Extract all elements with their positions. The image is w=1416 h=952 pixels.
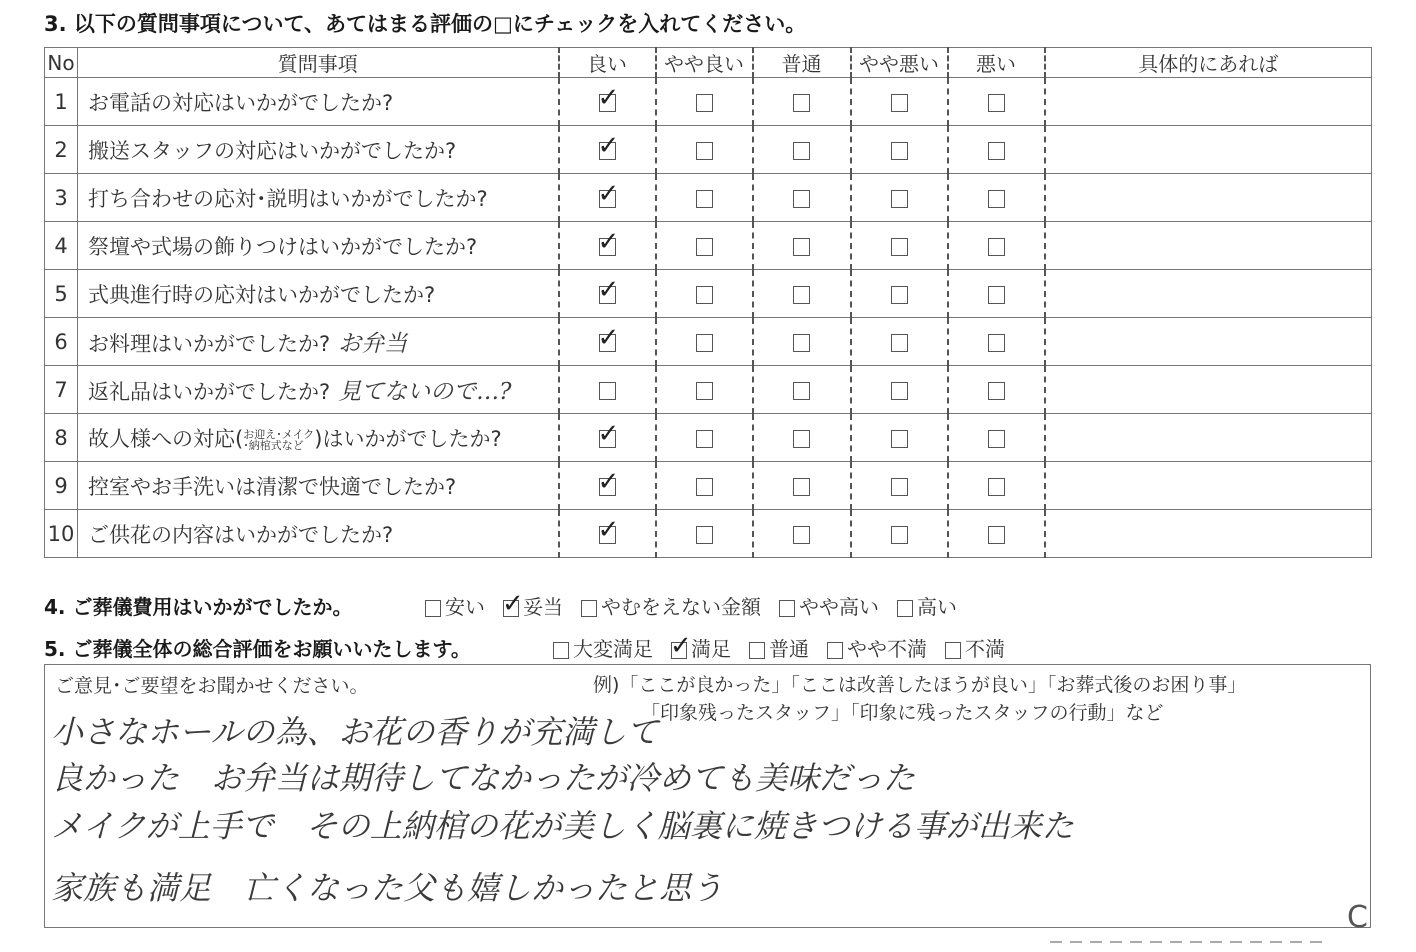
- row-number: 3: [45, 174, 78, 222]
- header-fairly-good: やや良い: [656, 48, 753, 78]
- section4-checkbox[interactable]: [581, 600, 597, 617]
- comment-example-line1: 例)「ここが良かった」「ここは改善したほうが良い」「お葬式後のお困り事」: [593, 674, 1247, 696]
- checkbox-good[interactable]: [597, 82, 620, 113]
- section4-options: [425, 591, 975, 620]
- checkbox-fairly-good[interactable]: [696, 286, 713, 304]
- table-body: [45, 78, 1372, 558]
- row-question: [78, 174, 559, 222]
- rating-cell-bad: [948, 270, 1045, 318]
- rating-cell-fairly-bad: [851, 78, 948, 126]
- rating-cell-average: [753, 222, 851, 270]
- handwritten-note: お弁当: [338, 331, 408, 357]
- table-row: [45, 510, 1372, 558]
- rating-cell-fairly-good: [656, 366, 753, 414]
- checkbox-fairly-good[interactable]: [696, 142, 713, 160]
- check-mark-icon: ✓: [597, 274, 620, 305]
- row-question: [78, 126, 559, 174]
- checkbox-good[interactable]: [597, 466, 620, 497]
- check-mark-icon: ✓: [597, 82, 620, 113]
- section5-checkbox[interactable]: [749, 642, 765, 659]
- checkbox-bad[interactable]: [988, 382, 1005, 400]
- section4-option[interactable]: [503, 591, 563, 620]
- checkbox-fairly-bad[interactable]: [891, 238, 908, 256]
- question-small-note-line2: ･納棺式など: [243, 438, 304, 452]
- rating-cell-average: [753, 174, 851, 222]
- rating-cell-fairly-good: [656, 270, 753, 318]
- checkbox-fairly-bad[interactable]: [891, 94, 908, 112]
- checkbox-fairly-bad[interactable]: [891, 478, 908, 496]
- rating-cell-fairly-bad: [851, 414, 948, 462]
- rating-cell-fairly-bad: [851, 126, 948, 174]
- question-text: 祭壇や式場の飾りつけはいかがでしたか?: [88, 234, 478, 259]
- checkbox-fairly-bad[interactable]: [891, 382, 908, 400]
- rating-cell-fairly-good: [656, 222, 753, 270]
- header-no: No: [45, 48, 78, 78]
- corner-mark: С: [1347, 900, 1368, 935]
- table-row: [45, 174, 1372, 222]
- checkbox-average[interactable]: [793, 238, 810, 256]
- rating-cell-good: [559, 126, 656, 174]
- section5-option-label: 不満: [965, 637, 1005, 661]
- checkbox-fairly-bad[interactable]: [891, 430, 908, 448]
- rating-cell-good: [559, 174, 656, 222]
- rating-cell-good: [559, 510, 656, 558]
- rating-cell-good: [559, 78, 656, 126]
- details-cell[interactable]: [1045, 510, 1372, 558]
- details-cell[interactable]: [1045, 462, 1372, 510]
- section4-option-label: やや高い: [799, 595, 879, 619]
- checkbox-fairly-good[interactable]: [696, 94, 713, 112]
- checkbox-average[interactable]: [793, 142, 810, 160]
- rating-cell-fairly-bad: [851, 222, 948, 270]
- checkbox-bad[interactable]: [988, 238, 1005, 256]
- row-number: 4: [45, 222, 78, 270]
- checkbox-bad[interactable]: [988, 142, 1005, 160]
- rating-cell-good: [559, 462, 656, 510]
- checkbox-fairly-good[interactable]: [696, 382, 713, 400]
- checkbox-fairly-good[interactable]: [696, 334, 713, 352]
- checkbox-good[interactable]: [597, 130, 620, 161]
- header-average: 普通: [753, 48, 851, 78]
- comment-label: ご意見･ご要望をお聞かせください。: [55, 675, 369, 697]
- rating-cell-average: [753, 78, 851, 126]
- table-row: [45, 222, 1372, 270]
- cut-off-line: [1050, 941, 1330, 943]
- table-row: [45, 270, 1372, 318]
- rating-cell-fairly-bad: [851, 174, 948, 222]
- header-question: 質問事項: [78, 48, 559, 78]
- rating-cell-fairly-good: [656, 462, 753, 510]
- rating-cell-fairly-bad: [851, 318, 948, 366]
- check-mark-icon: ✓: [597, 418, 620, 449]
- rating-cell-bad: [948, 414, 1045, 462]
- details-cell[interactable]: [1045, 126, 1372, 174]
- details-cell[interactable]: [1045, 414, 1372, 462]
- checkbox-fairly-good[interactable]: [696, 430, 713, 448]
- section5-checkbox[interactable]: [553, 642, 569, 659]
- table-header-row: [45, 48, 1372, 78]
- rating-cell-average: [753, 366, 851, 414]
- comment-box[interactable]: [44, 664, 1371, 935]
- rating-cell-average: [753, 510, 851, 558]
- details-cell[interactable]: [1045, 222, 1372, 270]
- section4-title: 4. ご葬儀費用はいかがでしたか。: [44, 595, 353, 619]
- rating-cell-fairly-bad: [851, 366, 948, 414]
- rating-cell-good: [559, 222, 656, 270]
- question-text: 故人様への対応(: [88, 426, 244, 451]
- rating-cell-average: [753, 462, 851, 510]
- header-fairly-bad: やや悪い: [851, 48, 948, 78]
- row-question: [78, 270, 559, 318]
- section5-option[interactable]: [671, 633, 731, 662]
- checkbox-bad[interactable]: [988, 190, 1005, 208]
- comment-example-line2: 「印象残ったスタッフ」「印象に残ったスタッフの行動」など: [641, 702, 1164, 724]
- handwritten-note: 見てないので…?: [338, 379, 512, 405]
- question-text: 搬送スタッフの対応はいかがでしたか?: [88, 138, 457, 163]
- section4-option-label: 高い: [917, 595, 957, 619]
- section4-checkbox[interactable]: [897, 600, 913, 617]
- row-question: [78, 78, 559, 126]
- section5-option[interactable]: [945, 633, 1005, 662]
- section4-option[interactable]: [581, 591, 761, 620]
- section5-checkbox[interactable]: [670, 631, 692, 661]
- rating-cell-average: [753, 270, 851, 318]
- rating-cell-good: [559, 414, 656, 462]
- question-text: 式典進行時の応対はいかがでしたか?: [88, 282, 436, 307]
- rating-cell-fairly-good: [656, 414, 753, 462]
- rating-cell-fairly-bad: [851, 270, 948, 318]
- section4-checkbox[interactable]: [502, 589, 524, 619]
- check-mark-icon: ✓: [597, 178, 620, 209]
- handwritten-line-4: 家族も満足 亡くなった父も嬉しかったと思う: [51, 869, 724, 907]
- row-question: [78, 222, 559, 270]
- row-number: 2: [45, 126, 78, 174]
- table-row: [45, 462, 1372, 510]
- handwritten-line-2: 良かった お弁当は期待してなかったが冷めても美味だった: [51, 759, 916, 797]
- section3-title: 3. 以下の質問事項について、あてはまる評価の□にチェックを入れてください。: [44, 12, 807, 36]
- checkbox-average[interactable]: [793, 286, 810, 304]
- rating-cell-average: [753, 126, 851, 174]
- checkbox-fairly-good[interactable]: [696, 238, 713, 256]
- row-question: [78, 366, 559, 414]
- check-mark-icon: ✓: [597, 226, 620, 257]
- question-text: お料理はいかがでしたか?: [88, 332, 331, 356]
- rating-cell-fairly-good: [656, 510, 753, 558]
- evaluation-table: [44, 47, 1372, 558]
- checkbox-fairly-bad[interactable]: [891, 526, 908, 544]
- section4-checkbox[interactable]: [425, 600, 441, 617]
- rating-cell-fairly-bad: [851, 462, 948, 510]
- row-question: [78, 318, 559, 366]
- checkbox-average[interactable]: [793, 334, 810, 352]
- checkbox-fairly-bad[interactable]: [891, 190, 908, 208]
- header-details: 具体的にあれば: [1045, 48, 1372, 78]
- section5-options: [553, 633, 1023, 662]
- row-question: [78, 462, 559, 510]
- row-question: [78, 414, 559, 462]
- checkbox-average[interactable]: [793, 382, 810, 400]
- checkbox-good[interactable]: [597, 514, 620, 545]
- section5-option[interactable]: [749, 633, 809, 662]
- checkbox-bad[interactable]: [988, 526, 1005, 544]
- checkbox-average[interactable]: [793, 430, 810, 448]
- section5-option[interactable]: [553, 633, 653, 662]
- rating-cell-good: [559, 318, 656, 366]
- question-small-note-line1: お迎え･メイク: [243, 427, 315, 441]
- section5-checkbox[interactable]: [945, 642, 961, 659]
- checkbox-bad[interactable]: [988, 334, 1005, 352]
- checkbox-good[interactable]: [597, 322, 620, 353]
- section4-option[interactable]: [779, 591, 879, 620]
- checkbox-fairly-good[interactable]: [696, 190, 713, 208]
- checkbox-good[interactable]: [597, 226, 620, 257]
- row-number: 7: [45, 366, 78, 414]
- section4-option[interactable]: [897, 591, 957, 620]
- row-number: 5: [45, 270, 78, 318]
- check-mark-icon: ✓: [597, 322, 620, 353]
- checkbox-bad[interactable]: [988, 430, 1005, 448]
- row-question: [78, 510, 559, 558]
- rating-cell-bad: [948, 222, 1045, 270]
- details-cell[interactable]: [1045, 270, 1372, 318]
- section5-checkbox[interactable]: [827, 642, 843, 659]
- handwritten-line-3: メイクが上手で その上納棺の花が美しく脳裏に焼きつける事が出来た: [51, 807, 1074, 845]
- checkbox-average[interactable]: [793, 526, 810, 544]
- rating-cell-fairly-good: [656, 126, 753, 174]
- check-mark-icon: ✓: [670, 631, 692, 661]
- section5-title: 5. ご葬儀全体の総合評価をお願いいたします。: [44, 637, 471, 661]
- table-row: [45, 126, 1372, 174]
- checkbox-good[interactable]: [597, 178, 620, 209]
- rating-cell-good: [559, 270, 656, 318]
- section5-option-label: 大変満足: [573, 637, 653, 661]
- checkbox-fairly-bad[interactable]: [891, 286, 908, 304]
- section4-option-label: 妥当: [523, 595, 563, 619]
- section5-option-label: 満足: [691, 637, 731, 661]
- table-row: [45, 318, 1372, 366]
- question-text: お電話の対応はいかがでしたか?: [88, 90, 394, 115]
- section5-option-label: 普通: [769, 637, 809, 661]
- section4-option-label: やむをえない金額: [601, 595, 761, 619]
- rating-cell-fairly-good: [656, 78, 753, 126]
- section4-checkbox[interactable]: [779, 600, 795, 617]
- comment-example: [593, 671, 1246, 727]
- checkbox-good[interactable]: [599, 382, 616, 400]
- row-number: 6: [45, 318, 78, 366]
- rating-cell-bad: [948, 366, 1045, 414]
- section5-option[interactable]: [827, 633, 927, 662]
- rating-cell-fairly-good: [656, 174, 753, 222]
- rating-cell-bad: [948, 462, 1045, 510]
- checkbox-bad[interactable]: [988, 94, 1005, 112]
- handwritten-line-1: 小さなホールの為、お花の香りが充満して: [51, 713, 659, 751]
- check-mark-icon: ✓: [597, 130, 620, 161]
- checkbox-fairly-bad[interactable]: [891, 142, 908, 160]
- checkbox-fairly-good[interactable]: [696, 478, 713, 496]
- rating-cell-bad: [948, 174, 1045, 222]
- header-good: 良い: [559, 48, 656, 78]
- rating-cell-bad: [948, 126, 1045, 174]
- question-small-note: [243, 429, 314, 451]
- row-number: 1: [45, 78, 78, 126]
- checkbox-average[interactable]: [793, 478, 810, 496]
- section5-option-label: やや不満: [847, 637, 927, 661]
- question-text: 返礼品はいかがでしたか?: [88, 380, 331, 404]
- checkbox-fairly-bad[interactable]: [891, 334, 908, 352]
- rating-cell-average: [753, 414, 851, 462]
- question-text-end: )はいかがでしたか?: [314, 426, 502, 451]
- table-row: [45, 366, 1372, 414]
- rating-cell-fairly-good: [656, 318, 753, 366]
- details-cell[interactable]: [1045, 318, 1372, 366]
- section4-option[interactable]: [425, 591, 485, 620]
- checkbox-average[interactable]: [793, 94, 810, 112]
- details-cell[interactable]: [1045, 174, 1372, 222]
- checkbox-good[interactable]: [597, 274, 620, 305]
- header-bad: 悪い: [948, 48, 1045, 78]
- rating-cell-fairly-bad: [851, 510, 948, 558]
- table-row: [45, 414, 1372, 462]
- check-mark-icon: ✓: [597, 514, 620, 545]
- check-mark-icon: ✓: [597, 466, 620, 497]
- checkbox-bad[interactable]: [988, 478, 1005, 496]
- row-number: 8: [45, 414, 78, 462]
- rating-cell-bad: [948, 510, 1045, 558]
- details-cell[interactable]: [1045, 366, 1372, 414]
- row-number: 10: [45, 510, 78, 558]
- checkbox-average[interactable]: [793, 190, 810, 208]
- row-number: 9: [45, 462, 78, 510]
- details-cell[interactable]: [1045, 78, 1372, 126]
- checkbox-fairly-good[interactable]: [696, 526, 713, 544]
- rating-cell-bad: [948, 78, 1045, 126]
- rating-cell-good: [559, 366, 656, 414]
- question-text: 打ち合わせの応対･説明はいかがでしたか?: [88, 186, 488, 211]
- question-text: ご供花の内容はいかがでしたか?: [88, 522, 394, 547]
- rating-cell-bad: [948, 318, 1045, 366]
- question-text: 控室やお手洗いは清潔で快適でしたか?: [88, 474, 457, 499]
- checkbox-bad[interactable]: [988, 286, 1005, 304]
- checkbox-good[interactable]: [597, 418, 620, 449]
- check-mark-icon: ✓: [502, 589, 524, 619]
- rating-cell-average: [753, 318, 851, 366]
- section4-option-label: 安い: [445, 595, 485, 619]
- table-row: [45, 78, 1372, 126]
